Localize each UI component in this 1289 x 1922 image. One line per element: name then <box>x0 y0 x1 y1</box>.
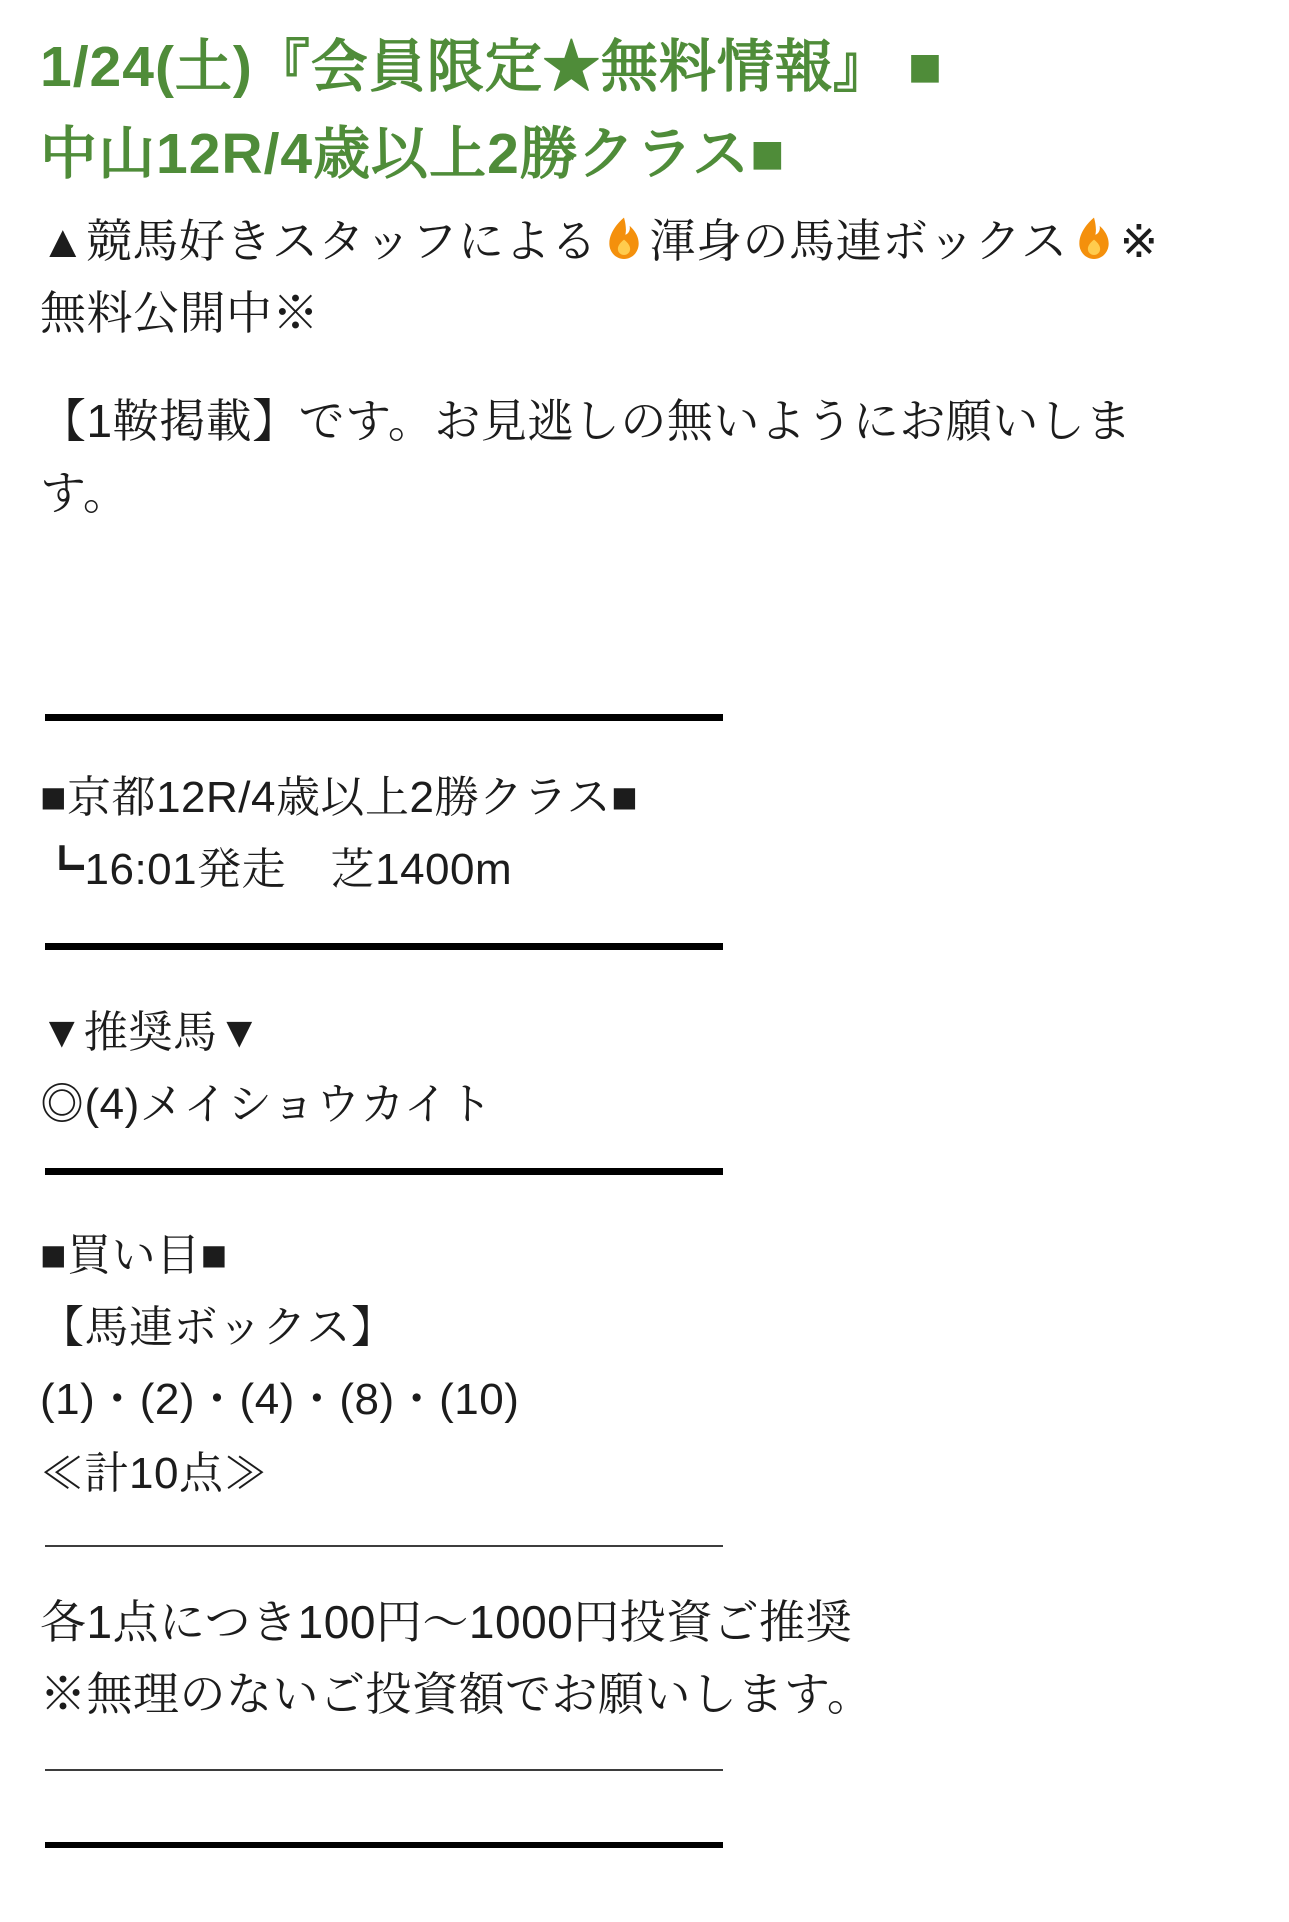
section-divider-thick <box>45 943 723 950</box>
section-divider-thin <box>45 1545 723 1547</box>
recommended-horse: ◎(4)メイショウカイト <box>40 1080 493 1130</box>
advice-line2: ※無理のないご投資額でお願いします。 <box>40 1668 874 1721</box>
intro-line2: 無料公開中※ <box>40 287 319 340</box>
investment-advice <box>40 1587 1249 1731</box>
section-divider-thick <box>45 714 723 721</box>
section-divider-thin <box>45 1769 723 1771</box>
notice-line1: 【1鞍掲載】です。お見逃しの無いようにお願いしま <box>40 394 1132 447</box>
intro-part3: ※ <box>1119 215 1159 268</box>
section-divider-thick <box>45 1842 723 1848</box>
section-divider-thick <box>45 1168 723 1175</box>
race-start-info: ┗16:01発走 芝1400m <box>40 845 513 895</box>
fire-icon <box>600 215 648 263</box>
bets-header: ■買い目■ <box>40 1231 228 1281</box>
page-title-line2: 中山12R/4歳以上2勝クラス■ <box>40 122 786 187</box>
page-title-line1: 1/24(土)『会員限定★無料情報』 ■ <box>40 35 944 99</box>
recommendation-header: ▼推奨馬▼ <box>40 1008 262 1058</box>
notice-line2: す。 <box>40 466 130 519</box>
race-header: ■京都12R/4歳以上2勝クラス■ <box>40 773 639 823</box>
notice-text <box>40 386 1249 530</box>
bet-type: 【馬連ボックス】 <box>40 1303 396 1353</box>
fire-icon <box>1070 215 1118 263</box>
intro-part2: 渾身の馬連ボックス <box>649 215 1068 268</box>
intro-text <box>40 206 1249 350</box>
intro-part1: ▲競馬好きスタッフによる <box>40 215 598 268</box>
bet-total-points: ≪計10点≫ <box>40 1449 268 1499</box>
bet-numbers: (1)・(2)・(4)・(8)・(10) <box>40 1375 520 1425</box>
advice-line1: 各1点につき100円〜1000円投資ご推奨 <box>40 1596 853 1649</box>
page-title <box>40 24 1249 198</box>
